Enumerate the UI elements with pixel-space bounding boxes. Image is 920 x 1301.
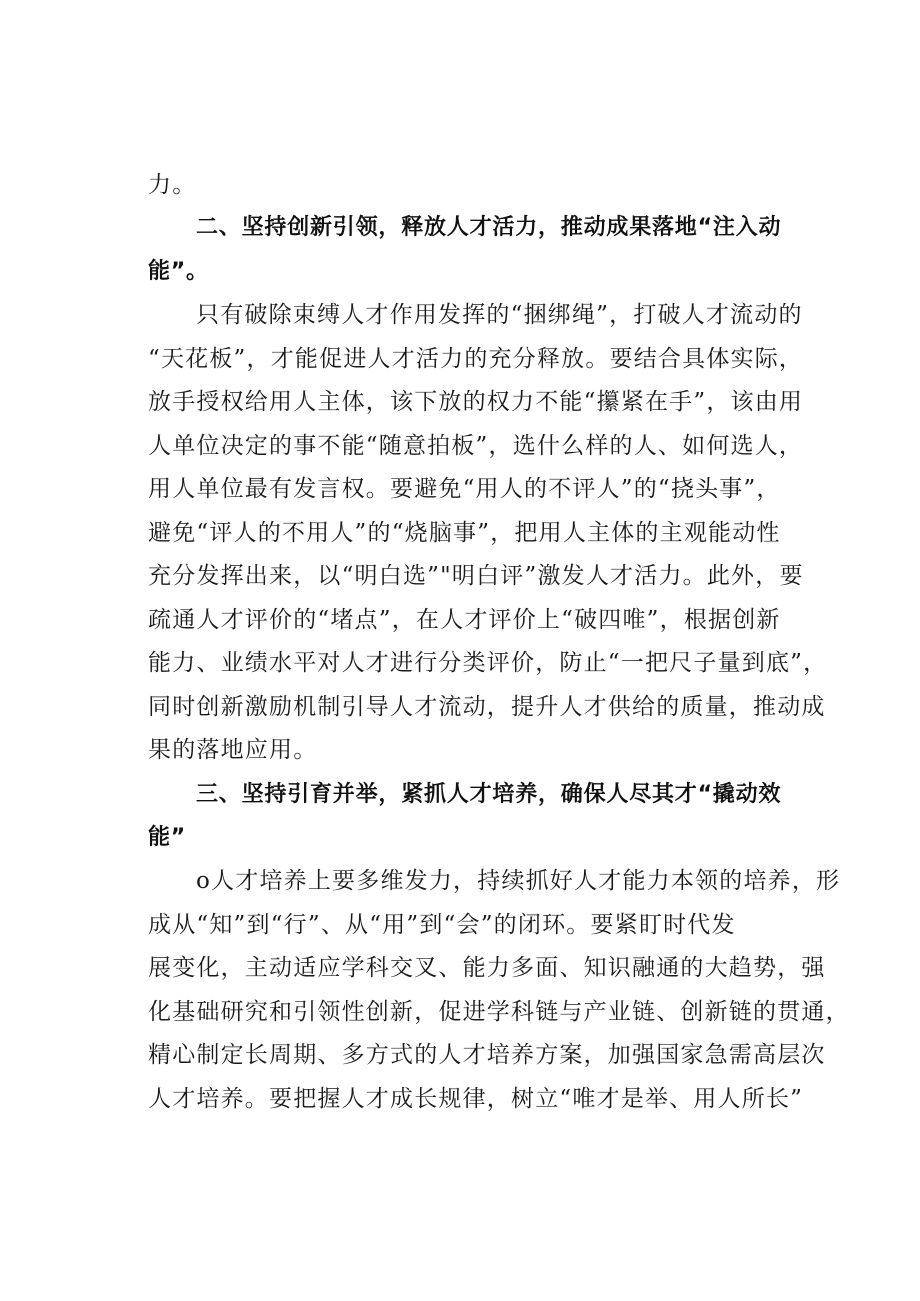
body-text-line: 成从“知”到“行”、从“用”到“会”的闭环。要紧盯时代发 — [148, 912, 736, 938]
section-heading-2-line-2: 能”。 — [148, 259, 209, 284]
body-text-line: 精心制定长周期、多方式的人才培养方案，加强国家急需高层次 — [148, 1042, 826, 1068]
section-heading-2-line-1: 二、坚持创新引领，释放人才活力，推动成果落地“注入动 — [196, 215, 782, 240]
section-heading-3-line-1: 三、坚持引育并举，紧抓人才培养，确保人尽其才“撬动效 — [196, 782, 782, 807]
body-text-line: 人才培养。要把握人才成长规律，树立“唯才是举、用人所长” — [148, 1086, 804, 1112]
body-text-line: 疏通人才评价的“堵点”，在人才评价上“破四唯”，根据创新 — [148, 607, 781, 633]
body-text-line: 果的落地应用。 — [148, 737, 318, 763]
body-text-line: 用人单位最有发言权。要避免“用人的不评人”的“挠头事”， — [148, 476, 781, 502]
body-text-line: 充分发挥出来，以“明白选”"明白评”激发人才活力。此外，要 — [148, 563, 804, 589]
body-text-line: 展变化，主动适应学科交叉、能力多面、知识融通的大趋势，强 — [148, 955, 826, 981]
body-text-line: 能力、业绩水平对人才进行分类评价，防止“一把尺子量到底”， — [148, 650, 828, 676]
body-text-line: 只有破除束缚人才作用发挥的“捆绑绳”，打破人才流动的 — [196, 302, 803, 328]
body-text-line: 避免“评人的不用人”的“烧脑事”，把用人主体的主观能动性 — [148, 520, 781, 546]
body-text-line: 人单位决定的事不能“随意拍板”，选什么样的人、如何选人， — [148, 433, 804, 459]
paragraph-continuation-line: 力。 — [148, 172, 197, 198]
body-text-line: 化基础研究和引领性创新，促进学科链与产业链、创新链的贯通， — [148, 999, 850, 1025]
body-text-line: 同时创新激励机制引导人才流动，提升人才供给的质量，推动成 — [148, 694, 826, 720]
body-text-line: 放手授权给用人主体，该下放的权力不能“攥紧在手”，该由用 — [148, 389, 804, 415]
body-text-line: “天花板”，才能促进人才活力的充分释放。要结合具体实际， — [148, 346, 804, 372]
section-heading-3-line-2: 能” — [148, 825, 187, 850]
body-text-line: o人才培养上要多维发力，持续抓好人才能力本领的培养，形 — [196, 868, 841, 894]
